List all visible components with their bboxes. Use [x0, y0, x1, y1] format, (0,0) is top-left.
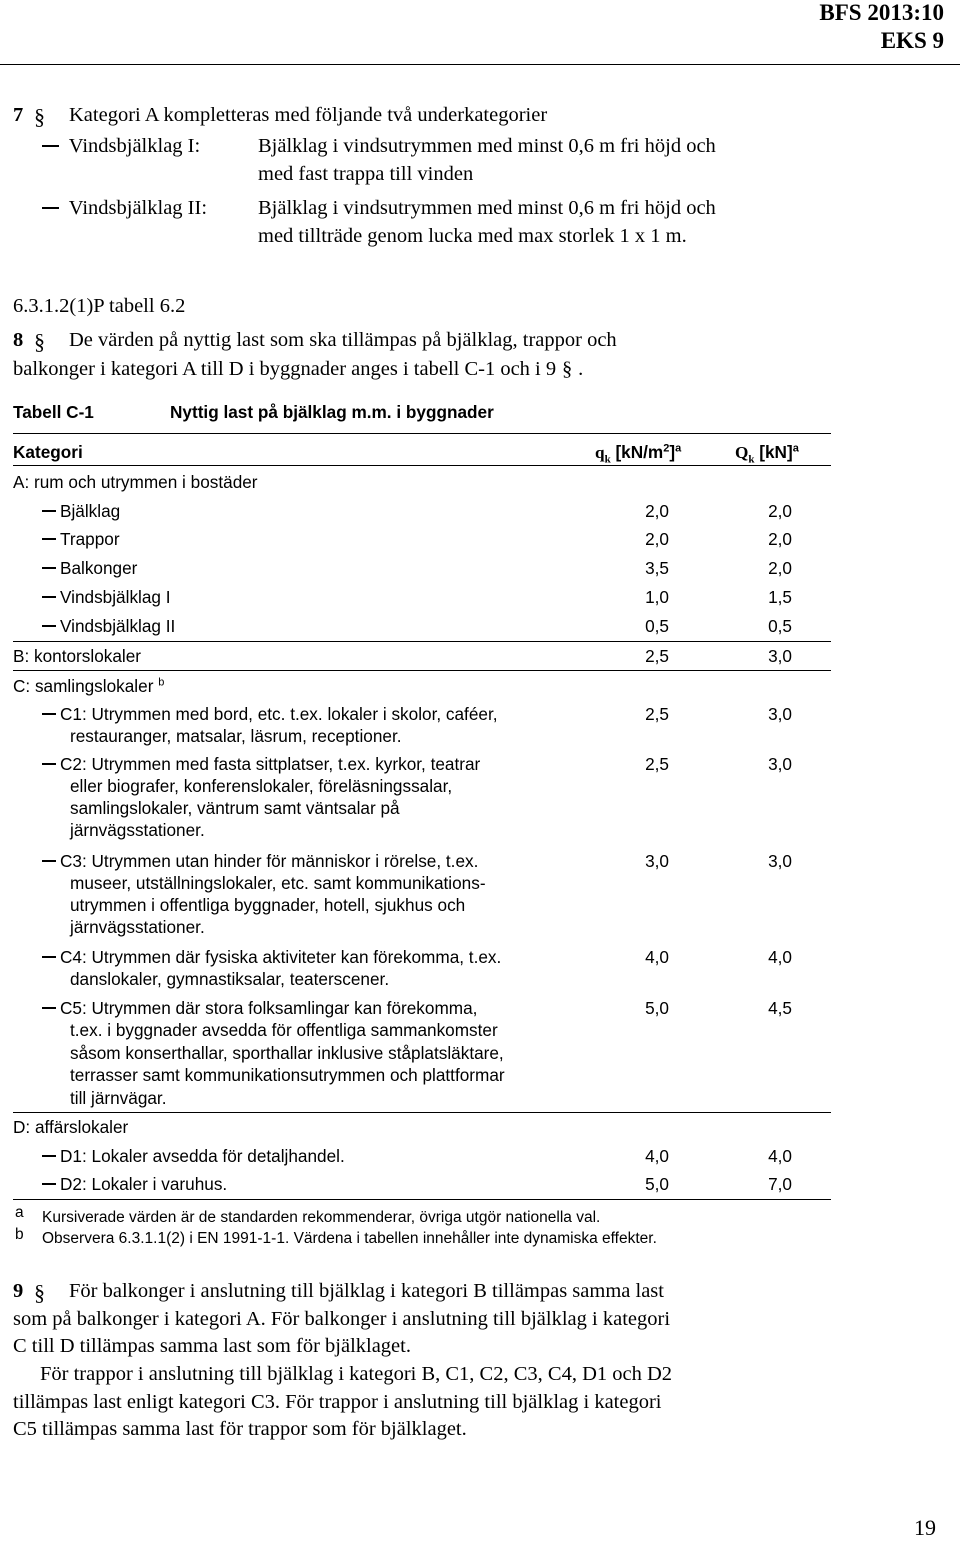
cell-qk: 0,5 — [645, 616, 669, 636]
row-line: danslokaler, gymnastiksalar, teaterscener. — [70, 969, 390, 989]
row-line: järnvägsstationer. — [70, 917, 205, 937]
dash-icon — [42, 207, 59, 209]
row-line: till järnvägar. — [70, 1088, 167, 1108]
cell-Qk: 4,5 — [768, 998, 792, 1018]
section-9-line: som på balkonger i kategori A. För balkonger i anslutning till bjälklag i kategori — [13, 1308, 671, 1330]
dash-icon — [42, 596, 56, 598]
row-rule — [13, 641, 831, 642]
table-title: Nyttig last på bjälklag m.m. i byggnader — [170, 402, 494, 422]
row-line: t.ex. i byggnader avsedda för offentliga sammankomster — [70, 1020, 498, 1040]
cell-Qk: 0,5 — [768, 616, 792, 636]
cell-qk: 2,5 — [645, 754, 669, 774]
row-line: eller biografer, konferenslokaler, föreläsningssalar, — [70, 776, 453, 796]
header-edition: EKS 9 — [880, 28, 944, 53]
table-row: Trappor — [42, 528, 120, 550]
group-a-label: A: rum och utrymmen i bostäder — [13, 472, 258, 492]
table-row: C1: Utrymmen med bord, etc. t.ex. lokaler i skolor, caféer, — [42, 703, 498, 725]
section-9-line: tillämpas last enligt kategori C3. För trappor i anslutning till bjälklag i kategori — [13, 1391, 662, 1413]
dash-icon — [42, 956, 56, 958]
cell-Qk: 7,0 — [768, 1174, 792, 1194]
row-rule — [13, 1112, 831, 1113]
row-line: järnvägsstationer. — [70, 820, 205, 840]
item-line: Bjälklag i vindsutrymmen med minst 0,6 m fri höjd och — [258, 135, 716, 157]
column-header-kategori: Kategori — [13, 442, 83, 462]
row-line: restauranger, matsalar, läsrum, receptioner. — [70, 726, 402, 746]
list-item — [42, 132, 200, 160]
table-label: Tabell C-1 — [13, 402, 94, 422]
item-label: Vindsbjälklag II: — [68, 197, 208, 219]
section-sign-icon — [33, 1280, 47, 1306]
cell-Qk: 1,5 — [768, 587, 792, 607]
group-d-label: D: affärslokaler — [13, 1117, 129, 1137]
cell-qk: 1,0 — [645, 587, 669, 607]
table-row: D1: Lokaler avsedda för detaljhandel. — [42, 1145, 345, 1167]
item-line: Bjälklag i vindsutrymmen med minst 0,6 m fri höjd och — [258, 197, 716, 219]
section-7-intro: Kategori A kompletteras med följande två underkategorier — [69, 104, 548, 126]
table-row: D2: Lokaler i varuhus. — [42, 1173, 227, 1195]
section-9-line: För trappor i anslutning till bjälklag i kategori B, C1, C2, C3, C4, D1 och D2 — [40, 1363, 673, 1385]
svg-text:§: § — [34, 1280, 45, 1305]
cell-Qk: 4,0 — [768, 1146, 792, 1166]
dash-icon — [42, 625, 56, 627]
header-code: BFS 2013:10 — [819, 0, 944, 25]
cell-qk: 5,0 — [645, 1174, 669, 1194]
header-rule — [0, 64, 960, 65]
group-c-label: C: samlingslokaler $^b$ — [13, 676, 165, 696]
section-8-line: balkonger i kategori A till D i byggnader anges i tabell C-1 och i 9 § . — [13, 355, 583, 383]
row-line: museer, utställningslokaler, etc. samt kommunikations- — [70, 873, 486, 893]
item-line: med tillträde genom lucka med max storlek 1 x 1 m. — [258, 225, 687, 247]
group-b-label: B: kontorslokaler — [13, 646, 142, 666]
cell-Qk: 3,0 — [768, 754, 792, 774]
table-header-rule — [13, 465, 831, 466]
clause-reference: 6.3.1.2(1)P tabell 6.2 — [13, 295, 186, 317]
column-header-qk: $q_k$ $[kN/m^2]^a$ — [595, 442, 682, 466]
dash-icon — [42, 145, 59, 147]
cell-Qk: 4,0 — [768, 947, 792, 967]
section-8-line: De värden på nyttig last som ska tillämpas på bjälklag, trappor och — [69, 329, 617, 351]
dash-icon — [42, 860, 56, 862]
cell-Qk: 2,0 — [768, 501, 792, 521]
section-sign-icon — [33, 104, 47, 130]
dash-icon — [42, 538, 56, 540]
table-row: C4: Utrymmen där fysiska aktiviteter kan förekomma, t.ex. — [42, 946, 501, 968]
cell-qk: 2,0 — [645, 501, 669, 521]
cell-qk: 3,0 — [645, 851, 669, 871]
table-row: C3: Utrymmen utan hinder för människor i rörelse, t.ex. — [42, 850, 478, 872]
row-rule — [13, 670, 831, 671]
dash-icon — [42, 713, 56, 715]
table-row: Vindsbjälklag I — [42, 586, 171, 608]
row-line: såsom konserthallar, sporthallar inklusive ståplatsläktare, — [70, 1043, 504, 1063]
table-row: Vindsbjälklag II — [42, 615, 175, 637]
cell-qk: 2,5 — [645, 704, 669, 724]
table-row: C2: Utrymmen med fasta sittplatser, t.ex. kyrkor, teatrar — [42, 753, 480, 775]
dash-icon — [42, 567, 56, 569]
item-label: Vindsbjälklag I: — [68, 135, 201, 157]
table-bottom-rule — [13, 1199, 831, 1200]
cell-Qk: 2,0 — [768, 529, 792, 549]
cell-qk: 2,0 — [645, 529, 669, 549]
svg-text:§: § — [34, 329, 45, 354]
section-sign-icon — [33, 329, 47, 355]
cell-qk: 4,0 — [645, 1146, 669, 1166]
table-top-rule — [13, 433, 831, 434]
cell-qk: 5,0 — [645, 998, 669, 1018]
row-line: terrasser samt kommunikationsutrymmen och plattformar — [70, 1065, 505, 1085]
section-9-line: För balkonger i anslutning till bjälklag i kategori B tillämpas samma last — [69, 1280, 664, 1302]
cell-qk: 4,0 — [645, 947, 669, 967]
row-line: samlingslokaler, väntrum samt väntsalar på — [70, 798, 400, 818]
column-header-Qk: $Q_k$ [kN]$^a$ — [735, 442, 799, 466]
svg-text:§: § — [34, 104, 45, 129]
dash-icon — [42, 1183, 56, 1185]
cell-Qk: 3,0 — [768, 851, 792, 871]
cell-qk: 3,5 — [645, 558, 669, 578]
section-8-number: 8 — [13, 329, 24, 351]
footnote-text: Kursiverade värden är de standarden rekommenderar, övriga utgör nationella val. — [42, 1209, 601, 1226]
section-9-line: C till D tillämpas samma last som för bjälklaget. — [13, 1335, 411, 1357]
footnote-mark: a — [15, 1204, 24, 1221]
table-row: C5: Utrymmen där stora folksamlingar kan förekomma, — [42, 997, 477, 1019]
dash-icon — [42, 510, 56, 512]
section-9-line: C5 tillämpas samma last för trappor som för bjälklaget. — [13, 1418, 467, 1440]
dash-icon — [42, 1007, 56, 1009]
section-sign-icon: § — [562, 358, 573, 380]
footnote-mark: b — [15, 1226, 24, 1243]
table-row: Balkonger — [42, 557, 137, 579]
item-line: med fast trappa till vinden — [258, 163, 474, 185]
table-row: Bjälklag — [42, 500, 120, 522]
section-9-number: 9 — [13, 1280, 24, 1302]
dash-icon — [42, 763, 56, 765]
cell-qk: 2,5 — [645, 646, 669, 666]
section-7-number: 7 — [13, 104, 24, 126]
footnote-text: Observera 6.3.1.1(2) i EN 1991-1-1. Värdena i tabellen innehåller inte dynamiska effekter. — [42, 1230, 657, 1247]
dash-icon — [42, 1155, 56, 1157]
cell-Qk: 2,0 — [768, 558, 792, 578]
cell-Qk: 3,0 — [768, 704, 792, 724]
row-line: utrymmen i offentliga byggnader, hotell, sjukhus och — [70, 895, 466, 915]
page-number: 19 — [914, 1515, 936, 1540]
cell-Qk: 3,0 — [768, 646, 792, 666]
list-item — [42, 194, 207, 222]
